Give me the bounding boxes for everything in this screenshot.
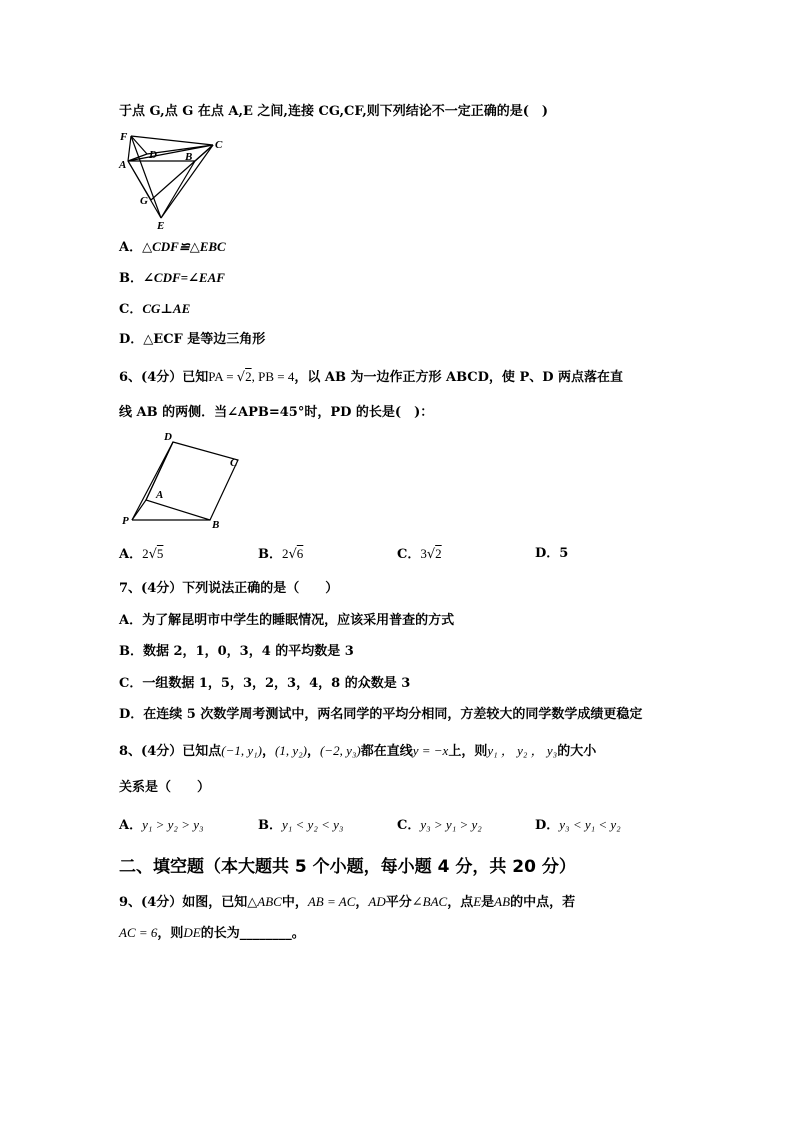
q5-seg-fd xyxy=(131,136,147,154)
q8-option-a: A．y₁ > y₂ > y₃ xyxy=(119,817,204,833)
q5-option-c: C．CG⊥AE xyxy=(119,301,191,317)
q6-label-c: C xyxy=(230,457,238,469)
q5-label-b: B xyxy=(185,151,193,163)
q5-label-f: F xyxy=(120,131,128,143)
q5-label-d: D xyxy=(149,149,157,161)
q5-label-g: G xyxy=(140,195,148,207)
q8-stem-line2: 关系是（ ） xyxy=(119,780,211,795)
q6-option-a: A．2√5 xyxy=(119,546,164,562)
q5-label-e: E xyxy=(157,220,165,230)
q6-seg-pa xyxy=(132,500,146,520)
q6-label-a: A xyxy=(156,489,164,501)
q5-seg-fa xyxy=(128,136,131,161)
q5-label-c: C xyxy=(215,139,223,151)
q9-stem-line1: 9、(4分）如图，已知△ABC中，AB = AC，AD平分∠BAC，点E是AB的中点，若 xyxy=(119,894,576,910)
q6-option-c: C．3√2 xyxy=(397,546,442,562)
q7-option-a: A．为了解昆明市中学生的睡眠情况，应该采用普查的方式 xyxy=(119,613,455,628)
q5-option-a: A．△CDF≌△EBC xyxy=(119,239,226,255)
q5-seg-be xyxy=(161,161,195,218)
q5-seg-gc xyxy=(151,145,213,200)
q5-label-a: A xyxy=(119,159,127,171)
q6-stem-line2: 线 AB 的两侧．当∠APB=45°时，PD 的长是( )： xyxy=(119,405,434,420)
q6-seg-pd xyxy=(132,442,173,520)
q5-seg-fc xyxy=(131,136,213,145)
q7-option-d: D．在连续 5 次数学周考测试中，两名同学的平均分相同，方差较大的同学数学成绩更稳定 xyxy=(119,707,643,722)
q5-option-d: D．△ECF 是等边三角形 xyxy=(119,332,266,347)
q6-label-b: B xyxy=(212,519,220,531)
section-heading-fill-in: 二、填空题（本大题共 5 个小题，每小题 4 分，共 20 分） xyxy=(119,857,576,877)
q6-option-d: D．5 xyxy=(535,546,569,561)
q6-square-abcd xyxy=(146,442,238,520)
q7-option-c: C．一组数据 1，5，3，2，3，4，8 的众数是 3 xyxy=(119,676,411,691)
q9-stem-line2: AC = 6，则DE的长为________。 xyxy=(119,925,305,941)
q6-label-d: D xyxy=(164,431,172,443)
q5-option-b: B．∠CDF=∠EAF xyxy=(119,270,225,286)
q5-figure xyxy=(115,128,230,230)
q7-option-b: B．数据 2，1，0，3，4 的平均数是 3 xyxy=(119,644,354,659)
q8-option-b: B．y₁ < y₂ < y₃ xyxy=(258,817,344,833)
q6-option-b: B．2√6 xyxy=(258,546,304,562)
q6-stem-line1: 6、(4分）已知PA = √2, PB = 4，以 AB 为一边作正方形 ABCD，使 P、D 两点落在直 xyxy=(119,369,624,385)
q8-option-d: D．y₃ < y₁ < y₂ xyxy=(535,817,621,833)
q5-stem: 于点 G,点 G 在点 A,E 之间,连接 CG,CF,则下列结论不一定正确的是( ) xyxy=(119,104,549,119)
q8-stem-line1: 8、(4分）已知点(−1, y₁)，(1, y₂)，(−2, y₃)都在直线y = −x上，则y₁ ， y₂ ， y₃的大小 xyxy=(119,743,597,759)
q6-label-p: P xyxy=(122,515,129,527)
q6-figure xyxy=(118,428,248,532)
q8-option-c: C．y₃ > y₁ > y₂ xyxy=(397,817,482,833)
q7-stem: 7、(4分）下列说法正确的是（ ） xyxy=(119,581,339,596)
